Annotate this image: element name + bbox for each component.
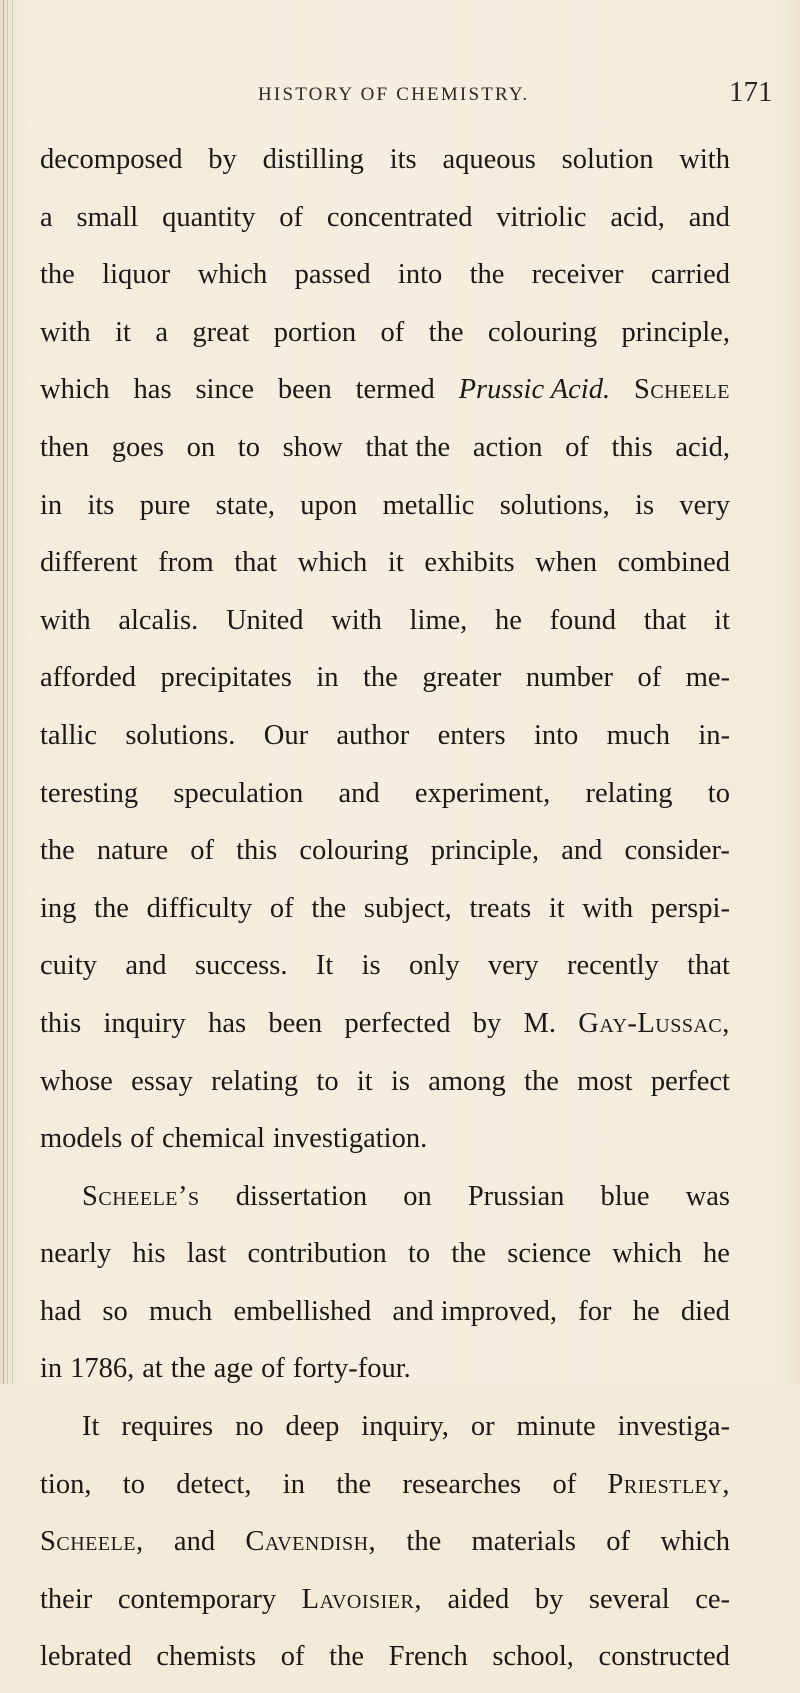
word: difficulty xyxy=(146,892,253,924)
word: different xyxy=(40,547,138,579)
word: and xyxy=(561,835,603,867)
page-number: 171 xyxy=(729,76,773,108)
word: relating xyxy=(211,1065,299,1097)
word: researches xyxy=(402,1468,522,1500)
running-head: HISTORY OF CHEMISTRY. xyxy=(258,84,530,105)
word: passed xyxy=(294,259,371,291)
page-header xyxy=(0,76,800,116)
text-line xyxy=(40,1635,730,1693)
word: with xyxy=(582,892,634,924)
text-line xyxy=(40,656,730,714)
word: of xyxy=(130,1123,155,1155)
word: when xyxy=(535,547,597,579)
word: to xyxy=(316,1065,339,1097)
word: which xyxy=(612,1238,682,1270)
word: to xyxy=(122,1468,145,1500)
word: acid, xyxy=(610,201,665,233)
word: principle, xyxy=(430,835,540,867)
word: ing xyxy=(40,892,77,924)
word: it xyxy=(387,547,404,579)
word: carried xyxy=(650,259,730,291)
word: last xyxy=(186,1238,227,1270)
word: blue xyxy=(600,1180,650,1212)
word: their xyxy=(40,1583,93,1615)
word: Gay-Lussac, xyxy=(578,1007,730,1039)
word: speculation xyxy=(173,777,304,809)
word: nature xyxy=(96,835,169,867)
text-line xyxy=(40,311,730,369)
word: the xyxy=(329,1641,364,1673)
word: the xyxy=(40,259,75,291)
word: materials xyxy=(471,1526,576,1558)
word: of xyxy=(269,892,294,924)
word: the xyxy=(406,1526,442,1558)
word: solutions, xyxy=(499,489,610,521)
word: he xyxy=(632,1295,660,1327)
word: United xyxy=(225,604,304,636)
word: died xyxy=(680,1295,730,1327)
word: vitriolic xyxy=(496,201,587,233)
word: alcalis. xyxy=(118,604,199,636)
word: nearly xyxy=(40,1238,112,1270)
word: termed xyxy=(355,374,435,406)
word: Prussic Acid. xyxy=(458,374,611,406)
word: is xyxy=(390,1065,410,1097)
word: the xyxy=(94,892,129,924)
word: it xyxy=(356,1065,373,1097)
word: dissertation xyxy=(235,1180,368,1212)
word: recently xyxy=(567,950,659,982)
word: Cavendish, xyxy=(245,1526,377,1558)
word: of xyxy=(565,431,589,463)
word: is xyxy=(361,950,381,982)
word: the xyxy=(336,1468,372,1500)
word: inquiry, xyxy=(361,1411,449,1443)
text-line xyxy=(40,1002,730,1060)
word: receiver xyxy=(531,259,624,291)
word: colouring xyxy=(487,316,598,348)
word: found xyxy=(549,604,617,636)
word: it xyxy=(714,604,730,636)
word: the xyxy=(451,1238,487,1270)
word: in- xyxy=(698,719,730,751)
word: Scheele xyxy=(633,374,730,406)
word: only xyxy=(409,950,460,982)
word: no xyxy=(235,1411,264,1443)
word: upon xyxy=(300,489,358,521)
word: a xyxy=(40,201,53,233)
word: Lavoisier, xyxy=(301,1583,422,1615)
word: by xyxy=(534,1583,564,1615)
word: relating xyxy=(585,777,673,809)
word: the xyxy=(363,662,398,694)
word: on xyxy=(186,431,216,463)
word: colouring xyxy=(299,835,409,867)
word: greater xyxy=(422,662,502,694)
word: most xyxy=(577,1065,633,1097)
word: into xyxy=(397,259,443,291)
word: consider- xyxy=(624,835,730,867)
word: perspi- xyxy=(650,892,730,924)
word: very xyxy=(679,489,730,521)
word: exhibits xyxy=(424,547,515,579)
word: pure xyxy=(139,489,191,521)
word: enters xyxy=(437,719,506,751)
word: in xyxy=(316,662,339,694)
word: he xyxy=(703,1238,730,1270)
word: It xyxy=(82,1411,100,1443)
word: author xyxy=(336,719,410,751)
word: by xyxy=(472,1007,502,1039)
word: very xyxy=(488,950,539,982)
word: decomposed xyxy=(40,144,183,175)
word: the xyxy=(428,316,464,348)
word: from xyxy=(158,547,214,579)
text-line xyxy=(40,368,730,426)
word: with xyxy=(679,144,730,175)
word: of xyxy=(552,1468,577,1500)
word: great xyxy=(192,316,250,348)
word: principle, xyxy=(621,316,730,348)
text-line xyxy=(40,426,730,484)
word: which xyxy=(297,547,368,579)
word: cuity xyxy=(40,950,97,982)
text-line xyxy=(40,1578,730,1636)
word: which xyxy=(197,259,268,291)
text-line xyxy=(40,1463,730,1521)
word: treats xyxy=(469,892,532,924)
word: and xyxy=(125,950,167,982)
word: contemporary xyxy=(117,1583,277,1615)
word: the xyxy=(40,835,75,867)
word: the xyxy=(170,1353,206,1385)
word: on xyxy=(403,1180,432,1212)
word: state, xyxy=(215,489,275,521)
body-text xyxy=(40,138,730,1693)
word: models xyxy=(40,1123,123,1155)
word: science xyxy=(507,1238,592,1270)
word: aqueous xyxy=(442,144,536,175)
word: number xyxy=(525,662,613,694)
word: goes xyxy=(111,431,164,463)
word: a xyxy=(155,316,168,348)
word: requires xyxy=(121,1411,214,1443)
text-line xyxy=(40,196,730,254)
word: for xyxy=(578,1295,612,1327)
word: Scheele, xyxy=(40,1526,144,1558)
word: 1786, xyxy=(70,1353,135,1385)
word: or xyxy=(470,1411,495,1443)
text-line xyxy=(40,253,730,311)
word: Scheele’s xyxy=(82,1180,200,1212)
word: afforded xyxy=(40,662,137,694)
word: of xyxy=(190,835,214,867)
word: in xyxy=(282,1468,305,1500)
word: of xyxy=(279,201,304,233)
text-line xyxy=(40,1290,730,1348)
word: lebrated xyxy=(40,1641,132,1673)
word: to xyxy=(707,777,730,809)
word: perfected xyxy=(344,1007,451,1039)
word: contribution xyxy=(247,1238,387,1270)
word: chemists xyxy=(156,1641,257,1673)
word: had xyxy=(40,1295,82,1327)
word: is xyxy=(635,489,655,521)
word: experiment, xyxy=(414,777,551,809)
word: it xyxy=(115,316,131,348)
word: liquor xyxy=(102,259,171,291)
text-line xyxy=(40,1347,730,1405)
binding-gutter xyxy=(0,0,22,1384)
text-line xyxy=(40,772,730,830)
text-line xyxy=(40,944,730,1002)
word: it xyxy=(548,892,565,924)
word: aided xyxy=(447,1583,510,1615)
word: that xyxy=(687,950,730,982)
word: of xyxy=(280,1641,305,1673)
word: its xyxy=(389,144,417,175)
word: age xyxy=(213,1353,254,1385)
word: and improved, xyxy=(392,1295,558,1327)
text-line xyxy=(40,887,730,945)
word: the xyxy=(469,259,505,291)
word: in xyxy=(40,489,63,521)
text-line xyxy=(40,1520,730,1578)
word: has xyxy=(208,1007,247,1039)
word: minute xyxy=(516,1411,596,1443)
word: tion, xyxy=(40,1468,92,1500)
word: his xyxy=(132,1238,166,1270)
word: to xyxy=(407,1238,431,1270)
word: inquiry xyxy=(103,1007,186,1039)
word: of xyxy=(261,1353,285,1385)
text-line xyxy=(40,599,730,657)
word: detect, xyxy=(176,1468,252,1500)
word: investigation. xyxy=(272,1123,428,1155)
word: M. xyxy=(523,1007,556,1039)
word: forty-four. xyxy=(292,1353,411,1385)
word: that xyxy=(234,547,277,579)
word: with xyxy=(331,604,382,636)
word: ce- xyxy=(695,1583,730,1615)
word: has xyxy=(133,374,172,406)
word: show xyxy=(282,431,343,463)
word: its xyxy=(87,489,115,521)
text-line xyxy=(40,1405,730,1463)
text-line xyxy=(40,829,730,887)
word: teresting xyxy=(40,777,139,809)
word: chemical xyxy=(162,1123,265,1155)
word: whose xyxy=(40,1065,113,1097)
word: Prussian xyxy=(467,1180,565,1212)
word: small xyxy=(76,201,139,233)
word: deep xyxy=(285,1411,340,1443)
text-line xyxy=(40,714,730,772)
word: since xyxy=(195,374,254,406)
word: that the xyxy=(365,431,451,463)
word: concentrated xyxy=(326,201,473,233)
text-line xyxy=(40,1175,730,1233)
word: he xyxy=(494,604,522,636)
word: perfect xyxy=(650,1065,730,1097)
word: which xyxy=(660,1526,730,1558)
word: several xyxy=(588,1583,670,1615)
word: been xyxy=(277,374,332,406)
word: constructed xyxy=(598,1641,730,1673)
word: solutions. xyxy=(125,719,236,751)
word: with xyxy=(40,316,91,348)
word: action xyxy=(472,431,543,463)
word: essay xyxy=(131,1065,193,1097)
word: this xyxy=(611,431,653,463)
word: tallic xyxy=(40,719,97,751)
word: which xyxy=(40,374,110,406)
text-line xyxy=(40,484,730,542)
word: was xyxy=(685,1180,730,1212)
word: portion xyxy=(273,316,357,348)
word: of xyxy=(380,316,405,348)
word: French xyxy=(388,1641,468,1673)
word: and xyxy=(338,777,380,809)
word: with xyxy=(40,604,91,636)
word: this xyxy=(236,835,278,867)
word: It xyxy=(315,950,334,982)
word: that xyxy=(643,604,687,636)
word: solution xyxy=(561,144,654,175)
word: at xyxy=(142,1353,163,1385)
text-line xyxy=(40,1060,730,1118)
word: me- xyxy=(685,662,730,694)
word: and xyxy=(688,201,730,233)
word: of xyxy=(637,662,662,694)
word: metallic xyxy=(382,489,475,521)
word: distilling xyxy=(262,144,364,175)
word: by xyxy=(208,144,237,175)
word: acid, xyxy=(675,431,730,463)
word: much xyxy=(148,1295,213,1327)
word: success. xyxy=(194,950,288,982)
text-line xyxy=(40,541,730,599)
text-line xyxy=(40,138,730,196)
word: this xyxy=(40,1007,82,1039)
word: lime, xyxy=(409,604,468,636)
word: precipitates xyxy=(160,662,292,694)
text-line xyxy=(40,1117,730,1175)
word: in xyxy=(40,1353,63,1385)
word: school, xyxy=(492,1641,574,1673)
word: investiga- xyxy=(617,1411,730,1443)
word: of xyxy=(606,1526,631,1558)
word: among xyxy=(428,1065,506,1097)
word: Our xyxy=(263,719,309,751)
word: into xyxy=(533,719,579,751)
word: combined xyxy=(617,547,730,579)
word: then xyxy=(40,431,90,463)
word: the xyxy=(524,1065,559,1097)
word: Priestley, xyxy=(607,1468,730,1500)
text-line xyxy=(40,1232,730,1290)
word: been xyxy=(268,1007,323,1039)
word: so xyxy=(102,1295,128,1327)
word: the xyxy=(311,892,347,924)
word: embellished xyxy=(233,1295,372,1327)
word: subject, xyxy=(363,892,452,924)
word: much xyxy=(606,719,670,751)
word: and xyxy=(173,1526,216,1558)
word: to xyxy=(237,431,260,463)
word: quantity xyxy=(162,201,256,233)
